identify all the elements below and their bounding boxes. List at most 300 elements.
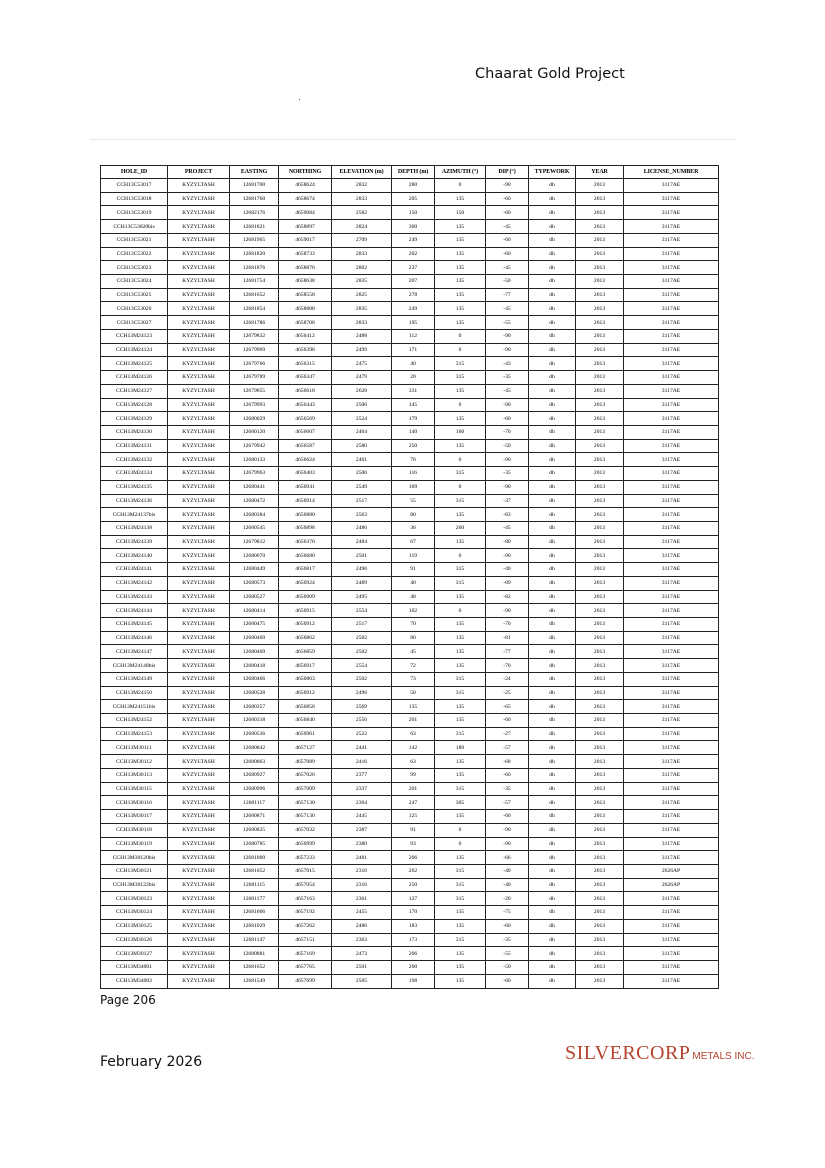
table-cell: 80	[392, 631, 435, 645]
table-cell: -55	[486, 947, 529, 961]
table-cell: KYZYLTASH	[168, 261, 230, 275]
table-cell: -24	[486, 672, 529, 686]
table-row	[101, 398, 719, 412]
table-cell: 160	[435, 425, 486, 439]
table-cell: 2496	[332, 686, 392, 700]
table-cell: 183	[392, 919, 435, 933]
table-cell: KYZYLTASH	[168, 672, 230, 686]
table-cell: 2502	[332, 645, 392, 659]
table-cell: 3117AE	[624, 851, 719, 865]
table-cell: 4656315	[279, 357, 332, 371]
table-cell: 4657233	[279, 851, 332, 865]
table-cell: 250	[392, 878, 435, 892]
table-row	[101, 563, 719, 577]
table-cell: 2486	[332, 919, 392, 933]
table-cell: 2835	[332, 302, 392, 316]
table-row	[101, 645, 719, 659]
column-header: ELEVATION (m)	[332, 166, 392, 179]
table-cell: 2835	[332, 275, 392, 289]
table-cell: 2013	[576, 947, 624, 961]
table-cell: KYZYLTASH	[168, 220, 230, 234]
table-cell: 2626AP	[624, 864, 719, 878]
table-cell: 3117AE	[624, 288, 719, 302]
table-cell: 4658638	[279, 275, 332, 289]
table-cell: 135	[435, 714, 486, 728]
table-row	[101, 343, 719, 357]
table-cell: 135	[435, 288, 486, 302]
table-cell: 20	[392, 371, 435, 385]
table-cell: 135	[435, 810, 486, 824]
table-cell: 2013	[576, 892, 624, 906]
table-cell: 2833	[332, 247, 392, 261]
table-cell: 3117AE	[624, 521, 719, 535]
table-cell: CCH13M30122bis	[101, 878, 168, 892]
table-cell: -60	[486, 247, 529, 261]
table-row	[101, 851, 719, 865]
table-cell: CCH13M24130	[101, 425, 168, 439]
table-row	[101, 933, 719, 947]
table-cell: 3117AE	[624, 755, 719, 769]
table-cell: 2522	[332, 727, 392, 741]
table-cell: 12680418	[230, 659, 279, 673]
table-cell: 12679812	[230, 535, 279, 549]
table-cell: KYZYLTASH	[168, 275, 230, 289]
table-cell: 0	[435, 329, 486, 343]
table-cell: 45	[392, 645, 435, 659]
table-cell: 305	[435, 796, 486, 810]
column-header: DIP (°)	[486, 166, 529, 179]
table-cell: 12681754	[230, 275, 279, 289]
table-row	[101, 700, 719, 714]
table-cell: 12679766	[230, 357, 279, 371]
table-row	[101, 179, 719, 193]
table-cell: KYZYLTASH	[168, 494, 230, 508]
table-cell: 4656912	[279, 618, 332, 632]
table-cell: 2013	[576, 618, 624, 632]
table-cell: 109	[392, 480, 435, 494]
table-cell: CCH13M24151bis	[101, 700, 168, 714]
table-cell: dh	[529, 206, 576, 220]
logo-main-text: SILVERCORP	[565, 1042, 691, 1064]
table-cell: -70	[486, 618, 529, 632]
table-cell: -90	[486, 837, 529, 851]
table-row	[101, 220, 719, 234]
table-cell: -27	[486, 727, 529, 741]
table-cell: KYZYLTASH	[168, 823, 230, 837]
table-cell: 201	[392, 714, 435, 728]
table-cell: 2626AP	[624, 878, 719, 892]
table-cell: -90	[486, 453, 529, 467]
table-cell: 2709	[332, 233, 392, 247]
table-cell: 4657192	[279, 906, 332, 920]
table-cell: 48	[392, 590, 435, 604]
table-cell: 135	[435, 275, 486, 289]
table-cell: dh	[529, 672, 576, 686]
table-cell: 247	[392, 796, 435, 810]
table-cell: 2013	[576, 590, 624, 604]
table-cell: 260	[435, 521, 486, 535]
table-cell: dh	[529, 974, 576, 988]
table-cell: 4657127	[279, 741, 332, 755]
table-cell: 2380	[332, 837, 392, 851]
table-cell: 4656817	[279, 563, 332, 577]
table-cell: -90	[486, 823, 529, 837]
table-cell: 2364	[332, 796, 392, 810]
table-cell: 12682176	[230, 206, 279, 220]
table-cell: 3117AE	[624, 535, 719, 549]
table-cell: 2582	[332, 206, 392, 220]
table-cell: -50	[486, 439, 529, 453]
table-cell: 135	[435, 659, 486, 673]
table-cell: -25	[486, 686, 529, 700]
table-cell: KYZYLTASH	[168, 700, 230, 714]
table-cell: CCH13M30113	[101, 768, 168, 782]
table-cell: -35	[486, 933, 529, 947]
table-cell: 4657163	[279, 892, 332, 906]
table-cell: CCH13M24145	[101, 618, 168, 632]
table-cell: 315	[435, 864, 486, 878]
table-cell: CCH13M24152	[101, 714, 168, 728]
table-cell: KYZYLTASH	[168, 480, 230, 494]
table-cell: -50	[486, 960, 529, 974]
table-cell: dh	[529, 247, 576, 261]
table-row	[101, 247, 719, 261]
table-cell: 2013	[576, 933, 624, 947]
table-cell: KYZYLTASH	[168, 206, 230, 220]
table-cell: 2013	[576, 425, 624, 439]
table-cell: 12681965	[230, 233, 279, 247]
table-row	[101, 439, 719, 453]
table-cell: 3117AE	[624, 645, 719, 659]
table-cell: dh	[529, 590, 576, 604]
table-cell: dh	[529, 549, 576, 563]
table-cell: 12681052	[230, 864, 279, 878]
table-cell: 67	[392, 535, 435, 549]
table-cell: 2416	[332, 755, 392, 769]
table-row	[101, 604, 719, 618]
table-cell: 12681147	[230, 933, 279, 947]
table-cell: -90	[486, 343, 529, 357]
table-cell: 12681177	[230, 892, 279, 906]
table-cell: dh	[529, 851, 576, 865]
table-cell: CCH13M24141	[101, 563, 168, 577]
table-cell: KYZYLTASH	[168, 247, 230, 261]
table-cell: 135	[435, 631, 486, 645]
table-cell: KYZYLTASH	[168, 782, 230, 796]
table-row	[101, 810, 719, 824]
table-cell: 2013	[576, 864, 624, 878]
table-cell: 12681820	[230, 247, 279, 261]
table-cell: dh	[529, 576, 576, 590]
table-cell: -82	[486, 590, 529, 604]
table-cell: 315	[435, 933, 486, 947]
table-cell: 12680842	[230, 741, 279, 755]
table-cell: 12680825	[230, 823, 279, 837]
table-cell: 12681760	[230, 192, 279, 206]
table-cell: 2013	[576, 714, 624, 728]
table-cell: KYZYLTASH	[168, 563, 230, 577]
table-cell: 2013	[576, 467, 624, 481]
table-cell: 4657169	[279, 947, 332, 961]
table-cell: 3117AE	[624, 453, 719, 467]
table-cell: dh	[529, 645, 576, 659]
table-cell: dh	[529, 453, 576, 467]
table-cell: KYZYLTASH	[168, 686, 230, 700]
table-cell: KYZYLTASH	[168, 467, 230, 481]
table-cell: -65	[486, 700, 529, 714]
footer-date: February 2026	[100, 1054, 203, 1070]
table-cell: 2500	[332, 467, 392, 481]
table-cell: 135	[435, 535, 486, 549]
table-cell: 2475	[332, 357, 392, 371]
table-row	[101, 261, 719, 275]
table-cell: CCH13M24136	[101, 494, 168, 508]
table-cell: dh	[529, 714, 576, 728]
table-cell: 2824	[332, 220, 392, 234]
column-header: YEAR	[576, 166, 624, 179]
table-cell: -68	[486, 755, 529, 769]
table-row	[101, 480, 719, 494]
table-cell: 3117AE	[624, 549, 719, 563]
table-cell: -60	[486, 810, 529, 824]
table-cell: 198	[392, 974, 435, 988]
table-cell: 2802	[332, 261, 392, 275]
table-cell: CCH13M34001	[101, 960, 168, 974]
table-cell: 315	[435, 892, 486, 906]
table-cell: -60	[486, 206, 529, 220]
table-cell: 315	[435, 357, 486, 371]
table-cell: 4658708	[279, 316, 332, 330]
table-cell: 4657130	[279, 810, 332, 824]
page-number: Page 206	[100, 993, 156, 1007]
table-cell: CCH13M30121	[101, 864, 168, 878]
table-cell: 3117AE	[624, 590, 719, 604]
table-cell: 2013	[576, 782, 624, 796]
table-cell: 2013	[576, 741, 624, 755]
table-cell: KYZYLTASH	[168, 398, 230, 412]
table-cell: 135	[435, 220, 486, 234]
table-cell: 63	[392, 755, 435, 769]
table-cell: 3117AE	[624, 741, 719, 755]
table-cell: 12680475	[230, 618, 279, 632]
table-cell: 4657699	[279, 974, 332, 988]
table-cell: 12680384	[230, 508, 279, 522]
table-cell: CCH13M30120bis	[101, 851, 168, 865]
table-cell: 135	[435, 233, 486, 247]
header-dot	[299, 99, 300, 100]
table-row	[101, 892, 719, 906]
table-cell: -40	[486, 864, 529, 878]
table-cell: 0	[435, 823, 486, 837]
table-cell: 12680573	[230, 576, 279, 590]
table-cell: 2455	[332, 906, 392, 920]
table-cell: 12680536	[230, 727, 279, 741]
table-cell: 4656914	[279, 494, 332, 508]
table-cell: 4656624	[279, 453, 332, 467]
table-cell: 4656917	[279, 659, 332, 673]
table-cell: CCH13M24125	[101, 357, 168, 371]
table-cell: 4656912	[279, 686, 332, 700]
table-cell: dh	[529, 508, 576, 522]
table-cell: CCH13M24128	[101, 398, 168, 412]
table-cell: 12679942	[230, 439, 279, 453]
table-cell: 135	[435, 316, 486, 330]
table-cell: 3117AE	[624, 686, 719, 700]
table-cell: 4657089	[279, 755, 332, 769]
table-cell: CCH13M24143	[101, 590, 168, 604]
table-cell: 202	[392, 247, 435, 261]
table-cell: dh	[529, 768, 576, 782]
table-cell: 12681029	[230, 919, 279, 933]
table-cell: 0	[435, 453, 486, 467]
table-cell: 2013	[576, 960, 624, 974]
table-cell: 2013	[576, 549, 624, 563]
table-cell: 2506	[332, 398, 392, 412]
table-cell: 135	[435, 302, 486, 316]
table-row	[101, 796, 719, 810]
table-cell: CCH13M30125	[101, 919, 168, 933]
table-cell: CCH13M30123	[101, 892, 168, 906]
table-cell: 2387	[332, 823, 392, 837]
column-header: EASTING	[230, 166, 279, 179]
table-row	[101, 302, 719, 316]
table-cell: 3117AE	[624, 768, 719, 782]
table-cell: dh	[529, 412, 576, 426]
table-cell: KYZYLTASH	[168, 521, 230, 535]
table-cell: 170	[392, 906, 435, 920]
table-row	[101, 316, 719, 330]
table-cell: 12680863	[230, 755, 279, 769]
table-cell: 331	[392, 384, 435, 398]
table-cell: 2556	[332, 714, 392, 728]
table-cell: 2013	[576, 329, 624, 343]
table-cell: 2569	[332, 700, 392, 714]
table-cell: 12680527	[230, 590, 279, 604]
table-cell: 0	[435, 837, 486, 851]
table-cell: 91	[392, 823, 435, 837]
table-cell: dh	[529, 933, 576, 947]
table-cell: dh	[529, 631, 576, 645]
table-cell: KYZYLTASH	[168, 192, 230, 206]
table-cell: -35	[486, 782, 529, 796]
table-cell: 135	[435, 192, 486, 206]
table-cell: 3117AE	[624, 933, 719, 947]
table-cell: 4656880	[279, 508, 332, 522]
table-cell: 2445	[332, 810, 392, 824]
table-cell: CCH13M24129	[101, 412, 168, 426]
table-cell: -60	[486, 412, 529, 426]
table-cell: 2441	[332, 741, 392, 755]
table-cell: 2013	[576, 192, 624, 206]
table-cell: KYZYLTASH	[168, 329, 230, 343]
table-cell: 2495	[332, 590, 392, 604]
table-cell: KYZYLTASH	[168, 851, 230, 865]
table-cell: 2337	[332, 782, 392, 796]
table-cell: 4656618	[279, 384, 332, 398]
table-cell: CCH13M24137bis	[101, 508, 168, 522]
table-cell: 12679855	[230, 384, 279, 398]
table-cell: 4656915	[279, 604, 332, 618]
table-cell: KYZYLTASH	[168, 508, 230, 522]
table-cell: 3117AE	[624, 782, 719, 796]
table-cell: 2013	[576, 206, 624, 220]
table-cell: 4657130	[279, 796, 332, 810]
table-cell: KYZYLTASH	[168, 892, 230, 906]
table-cell: 12680466	[230, 672, 279, 686]
logo-sub-text: METALS INC.	[692, 1051, 755, 1062]
table-cell: 2013	[576, 439, 624, 453]
table-cell: 12681117	[230, 796, 279, 810]
table-cell: KYZYLTASH	[168, 604, 230, 618]
table-cell: 4658876	[279, 261, 332, 275]
table-cell: -20	[486, 892, 529, 906]
table-cell: 2554	[332, 659, 392, 673]
table-cell: dh	[529, 467, 576, 481]
table-cell: 315	[435, 494, 486, 508]
table-cell: 2013	[576, 521, 624, 535]
table-cell: CCH13C53020bis	[101, 220, 168, 234]
table-cell: CCH13M24126	[101, 371, 168, 385]
table-cell: 4656862	[279, 631, 332, 645]
table-cell: CCH13M24149	[101, 672, 168, 686]
table-cell: -45	[486, 384, 529, 398]
table-cell: -43	[486, 357, 529, 371]
table-cell: 3117AE	[624, 233, 719, 247]
table-cell: 72	[392, 659, 435, 673]
table-cell: 3117AE	[624, 357, 719, 371]
table-cell: 12680472	[230, 494, 279, 508]
table-cell: dh	[529, 521, 576, 535]
table-cell: KYZYLTASH	[168, 659, 230, 673]
table-cell: 2013	[576, 233, 624, 247]
table-cell: 315	[435, 686, 486, 700]
column-header: PROJECT	[168, 166, 230, 179]
table-cell: 12681821	[230, 220, 279, 234]
table-body	[101, 179, 719, 989]
table-cell: 135	[435, 974, 486, 988]
table-cell: 179	[392, 412, 435, 426]
table-cell: 2473	[332, 947, 392, 961]
table-cell: 4657262	[279, 919, 332, 933]
table-cell: 4656909	[279, 590, 332, 604]
table-row	[101, 357, 719, 371]
table-cell: KYZYLTASH	[168, 549, 230, 563]
table-cell: CCH13C53026	[101, 302, 168, 316]
table-cell: -75	[486, 906, 529, 920]
table-cell: 4656376	[279, 535, 332, 549]
table-cell: 249	[392, 302, 435, 316]
table-cell: -70	[486, 425, 529, 439]
table-cell: 55	[392, 494, 435, 508]
table-cell: KYZYLTASH	[168, 439, 230, 453]
table-cell: 3117AE	[624, 604, 719, 618]
table-cell: 300	[392, 220, 435, 234]
table-cell: dh	[529, 864, 576, 878]
table-cell: CCH13M24144	[101, 604, 168, 618]
table-cell: KYZYLTASH	[168, 960, 230, 974]
table-cell: KYZYLTASH	[168, 425, 230, 439]
table-cell: 3117AE	[624, 494, 719, 508]
table-cell: 2377	[332, 768, 392, 782]
table-cell: 2013	[576, 343, 624, 357]
table-cell: 2013	[576, 357, 624, 371]
table-cell: 2486	[332, 521, 392, 535]
table-cell: 12680545	[230, 521, 279, 535]
table-cell: 12681000	[230, 851, 279, 865]
table-cell: dh	[529, 796, 576, 810]
table-cell: dh	[529, 727, 576, 741]
table-cell: 80	[392, 508, 435, 522]
